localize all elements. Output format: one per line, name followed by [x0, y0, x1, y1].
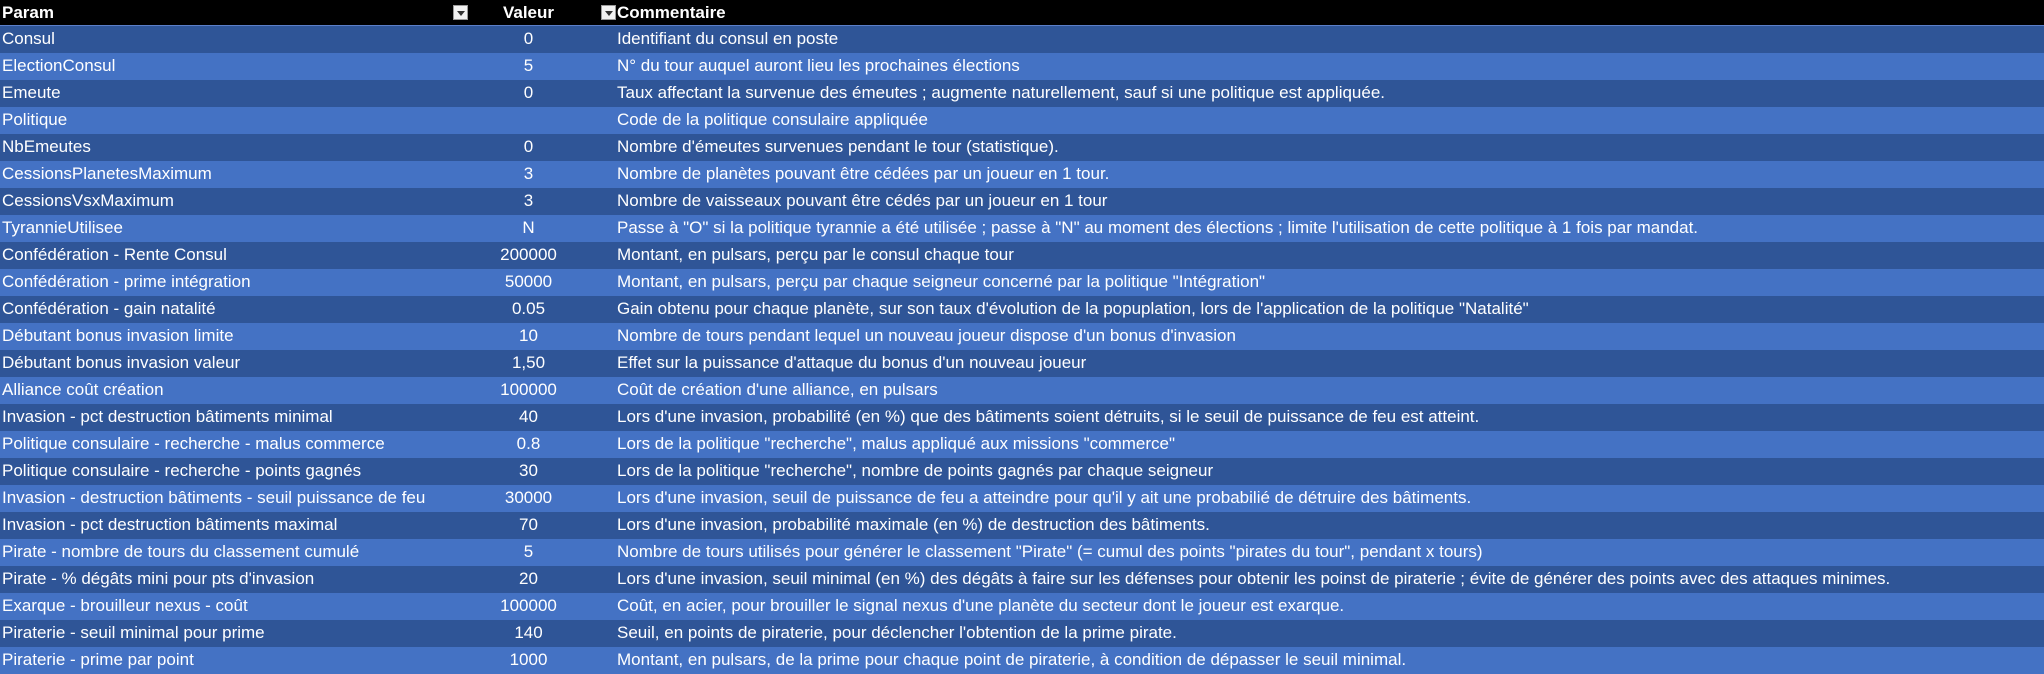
param-cell[interactable]: Alliance coût création — [2, 380, 164, 399]
valeur-cell[interactable]: 3 — [523, 164, 534, 183]
table-row[interactable] — [0, 566, 2044, 593]
header-label-valeur: Valeur — [502, 3, 555, 22]
param-cell[interactable]: Emeute — [2, 83, 61, 102]
param-cell[interactable]: Pirate - nombre de tours du classement cumulé — [2, 542, 360, 561]
header-label-commentaire: Commentaire — [617, 3, 726, 22]
table-row[interactable] — [0, 593, 2044, 620]
commentaire-cell[interactable]: Lors d'une invasion, seuil de puissance de feu a atteindre pour qu'il y ait une probabilié de détruire des bâtiments. — [617, 488, 1472, 507]
valeur-cell[interactable]: 0.05 — [511, 299, 546, 318]
valeur-cell[interactable]: 100000 — [500, 380, 557, 399]
param-cell[interactable]: Invasion - destruction bâtiments - seuil puissance de feu — [2, 488, 426, 507]
param-cell[interactable]: Confédération - Rente Consul — [2, 245, 227, 264]
valeur-cell[interactable]: 50000 — [504, 272, 553, 291]
commentaire-cell[interactable]: N° du tour auquel auront lieu les prochaines élections — [617, 56, 1020, 75]
valeur-cell[interactable]: 1,50 — [511, 353, 546, 372]
commentaire-cell[interactable]: Gain obtenu pour chaque planète, sur son taux d'évolution de la popuplation, lors de l'application de la politique "Natalité" — [617, 299, 1529, 318]
valeur-cell[interactable]: 5 — [523, 56, 534, 75]
table-row[interactable] — [0, 269, 2044, 296]
table-row[interactable] — [0, 188, 2044, 215]
valeur-cell[interactable]: 100000 — [500, 596, 557, 615]
commentaire-cell[interactable]: Nombre de tours pendant lequel un nouveau joueur dispose d'un bonus d'invasion — [617, 326, 1236, 345]
table-row[interactable] — [0, 323, 2044, 350]
table-row[interactable] — [0, 539, 2044, 566]
param-cell[interactable]: Piraterie - prime par point — [2, 650, 194, 669]
commentaire-cell[interactable]: Effet sur la puissance d'attaque du bonus d'un nouveau joueur — [617, 353, 1087, 372]
param-cell[interactable]: Consul — [2, 29, 55, 48]
table-row[interactable] — [0, 485, 2044, 512]
table-row[interactable] — [0, 296, 2044, 323]
valeur-cell[interactable]: 140 — [514, 623, 543, 642]
valeur-cell[interactable]: 5 — [523, 542, 534, 561]
header-cell-valeur[interactable] — [470, 0, 617, 25]
param-cell[interactable]: Politique — [2, 110, 68, 129]
header-row — [0, 0, 2044, 26]
param-cell[interactable]: Débutant bonus invasion valeur — [2, 353, 241, 372]
header-cell-param[interactable] — [0, 0, 470, 25]
table-row[interactable] — [0, 620, 2044, 647]
commentaire-cell[interactable]: Passe à "O" si la politique tyrannie a été utilisée ; passe à "N" au moment des élections ; limite l'utilisation de cette politique à 1 fois par mandat. — [617, 218, 1699, 237]
commentaire-cell[interactable]: Montant, en pulsars, perçu par le consul chaque tour — [617, 245, 1014, 264]
valeur-cell[interactable]: 70 — [519, 515, 538, 534]
valeur-cell[interactable]: 30000 — [504, 488, 553, 507]
commentaire-cell[interactable]: Identifiant du consul en poste — [617, 29, 839, 48]
table-row[interactable] — [0, 242, 2044, 269]
param-cell[interactable]: Invasion - pct destruction bâtiments maximal — [2, 515, 338, 534]
param-cell[interactable]: Pirate - % dégâts mini pour pts d'invasion — [2, 569, 315, 588]
commentaire-cell[interactable]: Taux affectant la survenue des émeutes ; augmente naturellement, sauf si une politique est appliquée. — [617, 83, 1386, 102]
table-row[interactable] — [0, 80, 2044, 107]
param-cell[interactable]: Politique consulaire - recherche - malus commerce — [2, 434, 385, 453]
commentaire-cell[interactable]: Coût, en acier, pour brouiller le signal nexus d'une planète du secteur dont le joueur est exarque. — [617, 596, 1345, 615]
valeur-cell[interactable]: 0.8 — [516, 434, 541, 453]
param-cell[interactable]: Politique consulaire - recherche - points gagnés — [2, 461, 362, 480]
filter-dropdown-valeur-icon[interactable] — [601, 5, 616, 20]
table-row[interactable] — [0, 431, 2044, 458]
commentaire-cell[interactable]: Nombre de planètes pouvant être cédées par un joueur en 1 tour. — [617, 164, 1110, 183]
commentaire-cell[interactable]: Nombre de vaisseaux pouvant être cédés par un joueur en 1 tour — [617, 191, 1108, 210]
table-row[interactable] — [0, 512, 2044, 539]
commentaire-cell[interactable]: Lors de la politique "recherche", nombre de points gagnés par chaque seigneur — [617, 461, 1214, 480]
valeur-cell[interactable]: 0 — [523, 137, 534, 156]
commentaire-cell[interactable]: Seuil, en points de piraterie, pour déclencher l'obtention de la prime pirate. — [617, 623, 1177, 642]
valeur-cell[interactable]: 10 — [519, 326, 538, 345]
commentaire-cell[interactable]: Nombre de tours utilisés pour générer le classement "Pirate" (= cumul des points "pirates du tour", pendant x tours) — [617, 542, 1483, 561]
table-row[interactable] — [0, 458, 2044, 485]
table-row[interactable] — [0, 161, 2044, 188]
commentaire-cell[interactable]: Nombre d'émeutes survenues pendant le tour (statistique). — [617, 137, 1059, 156]
param-cell[interactable]: ElectionConsul — [2, 56, 116, 75]
table-row[interactable] — [0, 134, 2044, 161]
valeur-cell[interactable]: 0 — [523, 29, 534, 48]
table-row[interactable] — [0, 647, 2044, 674]
valeur-cell[interactable]: 30 — [519, 461, 538, 480]
filter-dropdown-param-icon[interactable] — [453, 5, 468, 20]
param-cell[interactable]: NbEmeutes — [2, 137, 91, 156]
param-cell[interactable]: CessionsPlanetesMaximum — [2, 164, 212, 183]
table-row[interactable] — [0, 215, 2044, 242]
valeur-cell[interactable]: 200000 — [500, 245, 557, 264]
header-cell-commentaire[interactable] — [617, 0, 2044, 25]
table-row[interactable] — [0, 26, 2044, 53]
header-label-param: Param — [2, 3, 54, 22]
table-row[interactable] — [0, 53, 2044, 80]
param-cell[interactable]: Invasion - pct destruction bâtiments minimal — [2, 407, 333, 426]
commentaire-cell[interactable]: Lors d'une invasion, probabilité maximale (en %) de destruction des bâtiments. — [617, 515, 1210, 534]
valeur-cell[interactable]: N — [522, 218, 535, 237]
table-body — [0, 26, 2044, 674]
valeur-cell[interactable] — [470, 107, 617, 134]
commentaire-cell[interactable]: Code de la politique consulaire appliquée — [617, 110, 928, 129]
param-cell[interactable]: Exarque - brouilleur nexus - coût — [2, 596, 248, 615]
commentaire-cell[interactable]: Coût de création d'une alliance, en pulsars — [617, 380, 938, 399]
param-cell[interactable]: Confédération - prime intégration — [2, 272, 251, 291]
param-cell[interactable]: TyrannieUtilisee — [2, 218, 123, 237]
commentaire-cell[interactable]: Lors d'une invasion, seuil minimal (en %) des dégâts à faire sur les défenses pour obtenir les poinst de piraterie ; évite de générer des points avec des attaques minimes. — [617, 569, 1891, 588]
commentaire-cell[interactable]: Montant, en pulsars, de la prime pour chaque point de piraterie, à condition de dépasser le seuil minimal. — [617, 650, 1407, 669]
valeur-cell[interactable]: 0 — [523, 83, 534, 102]
table-row[interactable] — [0, 404, 2044, 431]
commentaire-cell[interactable]: Lors de la politique "recherche", malus appliqué aux missions "commerce" — [617, 434, 1176, 453]
valeur-cell[interactable]: 3 — [523, 191, 534, 210]
valeur-cell[interactable]: 20 — [519, 569, 538, 588]
table-row[interactable] — [0, 107, 2044, 134]
commentaire-cell[interactable]: Lors d'une invasion, probabilité (en %) que des bâtiments soient détruits, si le seuil de puissance de feu est atteint. — [617, 407, 1480, 426]
param-cell[interactable]: CessionsVsxMaximum — [2, 191, 174, 210]
param-cell[interactable]: Débutant bonus invasion limite — [2, 326, 234, 345]
valeur-cell[interactable]: 40 — [519, 407, 538, 426]
table-row[interactable] — [0, 350, 2044, 377]
valeur-cell[interactable]: 1000 — [509, 650, 548, 669]
commentaire-cell[interactable]: Montant, en pulsars, perçu par chaque seigneur concerné par la politique "Intégration" — [617, 272, 1266, 291]
param-cell[interactable]: Piraterie - seuil minimal pour prime — [2, 623, 265, 642]
table-row[interactable] — [0, 377, 2044, 404]
param-cell[interactable]: Confédération - gain natalité — [2, 299, 216, 318]
